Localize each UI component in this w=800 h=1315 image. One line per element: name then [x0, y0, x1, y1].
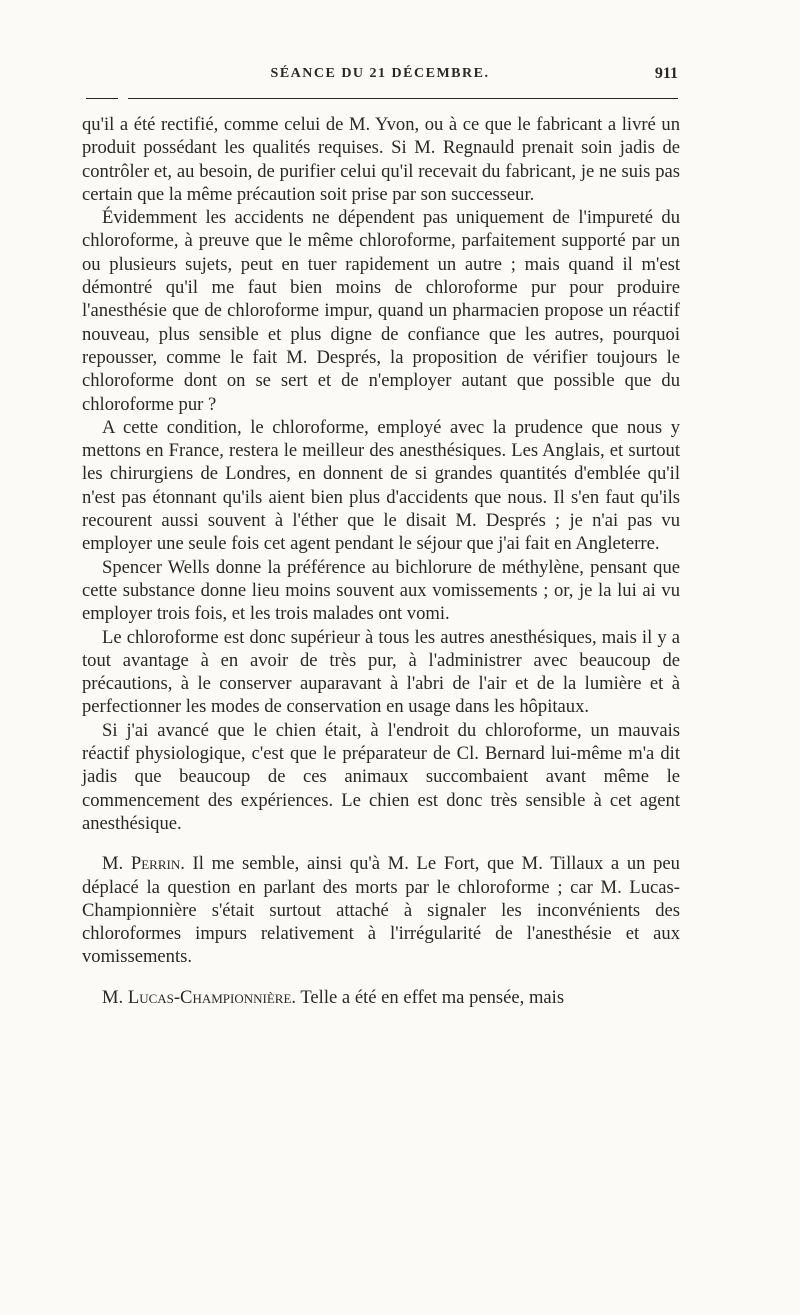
paragraph: Si j'ai avancé que le chien était, à l'endroit du chloroforme, un mauvais réactif physiologique, c'est que le préparateur de Cl. Bernard lui-même m'a dit jadis que beaucoup de ces animaux succombaient avant même le commencement des expériences. Le chien est donc très sensible à cet agent anesthésique. — [82, 719, 680, 834]
header-rule — [128, 98, 678, 99]
body-text — [82, 113, 680, 1009]
paragraph: qu'il a été rectifié, comme celui de M. Yvon, ou à ce que le fabricant a livré un produit possédant les qualités requises. Si M. Regnauld prenait soin jadis de contrôler et, au besoin, de purifier celui qu'il recevait du fabricant, je ne suis pas certain que la même précaution soit prise par son successeur. — [82, 114, 680, 205]
paragraph-text: Telle a été en effet ma pensée, mais — [300, 986, 565, 1008]
running-title: SÉANCE DU 21 DÉCEMBRE. — [270, 66, 490, 81]
paragraph: Le chloroforme est donc supérieur à tous les autres anesthésiques, mais il y a tout avantage à en avoir de très pur, à l'administrer avec beaucoup de précautions, à le conserver auparavant à l'abri de l'air et de la lumière et à perfectionner les modes de conservation en usage dans les hôpitaux. — [82, 626, 680, 718]
paragraph-lucas-championniere — [82, 986, 680, 1009]
speaker-name: M. Perrin. — [102, 853, 185, 875]
page-number: 911 — [654, 65, 678, 82]
header-rule-short — [86, 98, 118, 99]
speaker-name: M. Lucas-Championnière. — [102, 986, 297, 1008]
paragraph: A cette condition, le chloroforme, employé avec la prudence que nous y mettons en France, restera le meilleur des anesthésiques. Les Anglais, et surtout les chirurgiens de Londres, en donnent de si grandes quantités d'emblée qu'il n'est pas étonnant qu'ils aient bien plus d'accidents que nous. Il s'en faut qu'ils recourent aussi souvent à l'éther que le disait M. Després ; je n'ai pas vu employer une seule fois cet agent pendant le séjour que j'ai fait en Angleterre. — [82, 416, 680, 555]
page-header — [82, 66, 678, 92]
paragraph-perrin — [82, 852, 680, 968]
paragraph: Spencer Wells donne la préférence au bichlorure de méthylène, pensant que cette substance donne lieu moins souvent aux vomissements ; or, je la lui ai vu employer trois fois, et les trois malades ont vomi. — [82, 556, 680, 625]
paragraph: Évidemment les accidents ne dépendent pas uniquement de l'impureté du chloroforme, à preuve que le même chloroforme, parfaitement supporté par un ou plusieurs sujets, peut en tuer rapidement un autre ; mais quand il m'est démontré qu'il me faut bien moins de chloroforme pur pour produire l'anesthésie que de chloroforme impur, quand un pharmacien propose un réactif nouveau, plus sensible et plus digne de confiance que les autres, pourquoi repousser, comme le fait M. Després, la proposition de vérifier toujours le chloroforme dont on se sert et de n'employer autant que possible que du chloroforme pur ? — [82, 207, 680, 415]
paragraph-text: Il me semble, ainsi qu'à M. Le Fort, que M. Tillaux a un peu déplacé la question en parlant des morts par le chloroforme ; car M. Lucas-Championnière s'était surtout attaché à signaler les inconvénients des chloroformes impurs relativement à l'irrégularité de l'anesthésie et aux vomissements. — [82, 853, 680, 968]
